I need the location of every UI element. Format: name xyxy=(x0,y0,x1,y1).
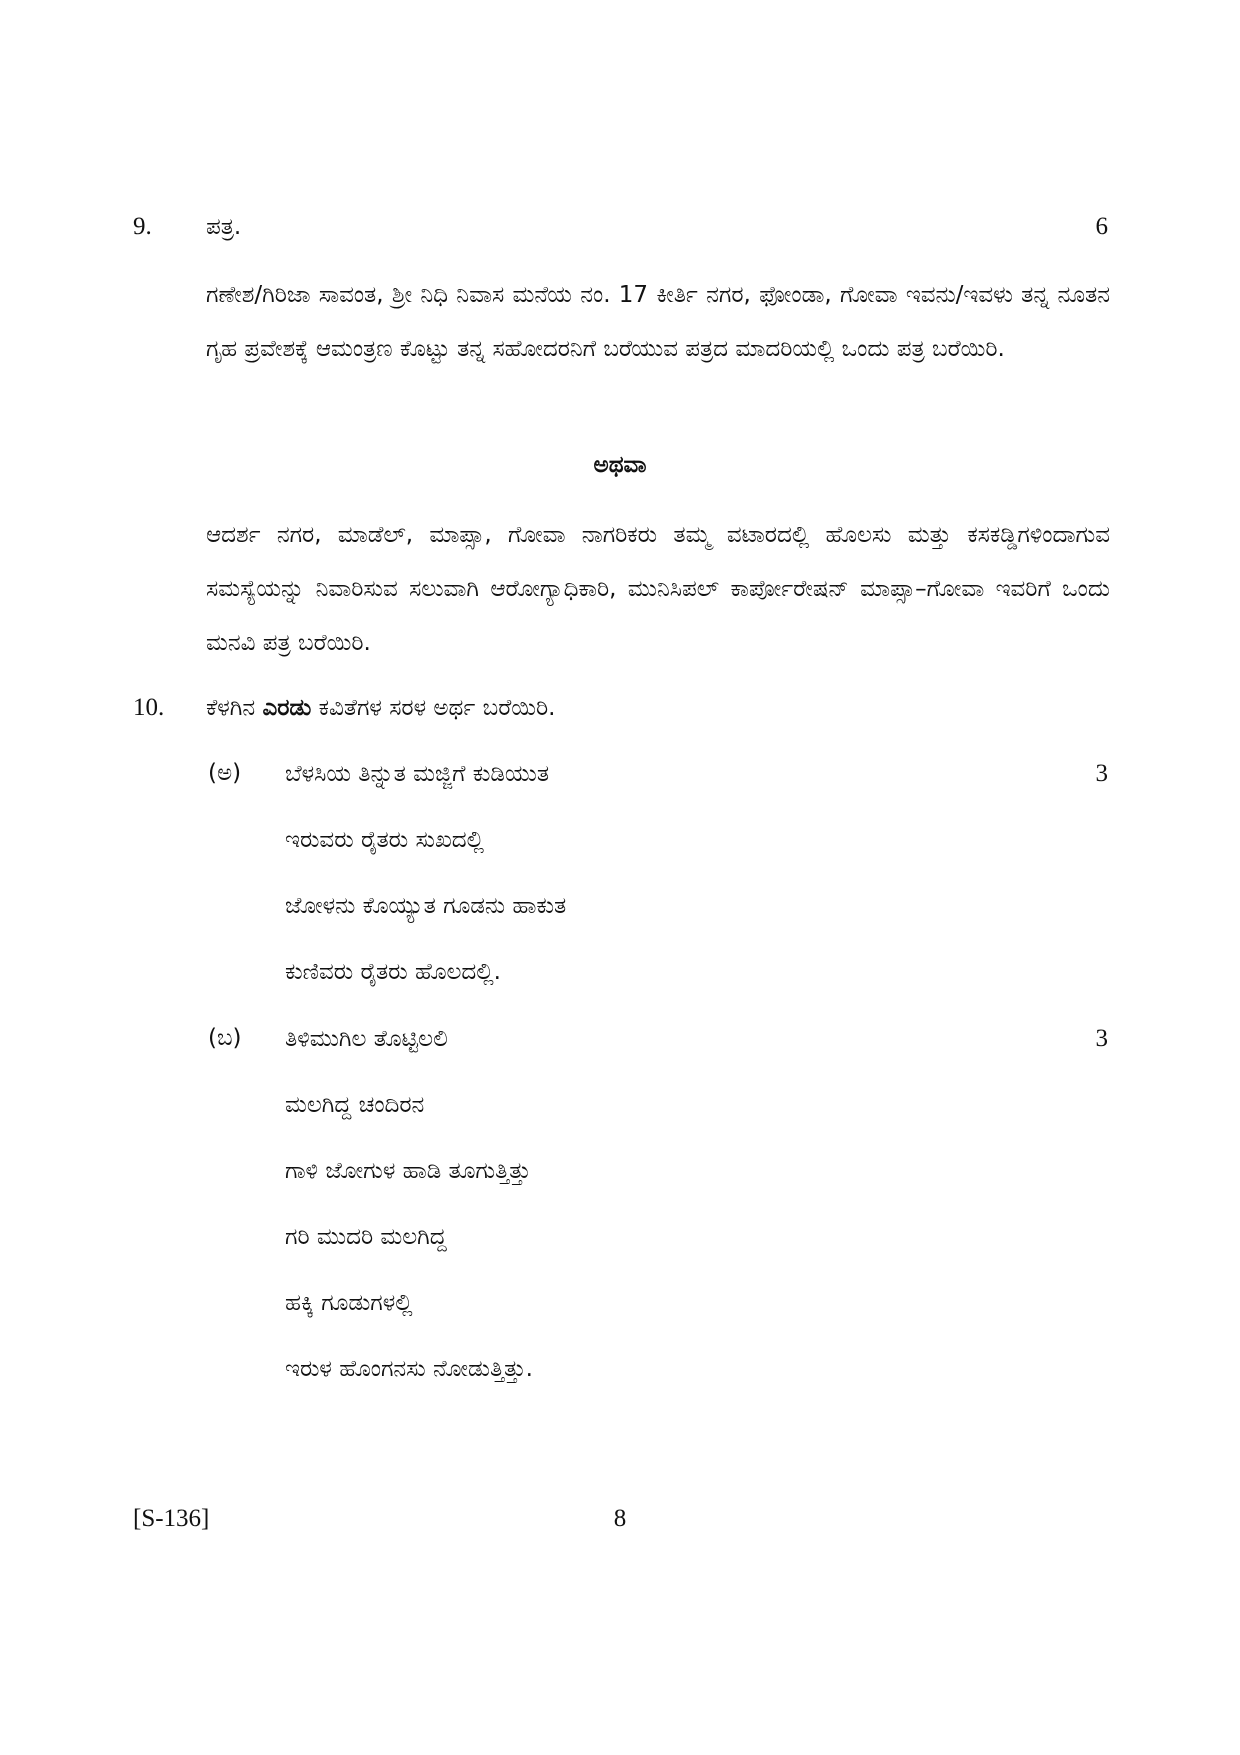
question-number-10: 10. xyxy=(133,694,165,721)
question-9-marks: 6 xyxy=(1095,213,1108,240)
question-number-9: 9. xyxy=(133,213,152,240)
poem-a-line: ಜೋಳನು ಕೊಯ್ಯುತ ಗೂಡನು ಹಾಕುತ xyxy=(285,893,567,919)
poem-b-line: ಮಲಗಿದ್ದ ಚಂದಿರನ xyxy=(285,1092,425,1118)
poem-a-marks: 3 xyxy=(1095,760,1108,787)
poem-b-marks: 3 xyxy=(1095,1025,1108,1052)
poem-a-line: ಕುಣಿವರು ರೈತರು ಹೊಲದಲ್ಲಿ. xyxy=(285,959,501,985)
question-9-paragraph-1: ಗಣೇಶ/ಗಿರಿಜಾ ಸಾವಂತ, ಶ್ರೀ ನಿಧಿ ನಿವಾಸ ಮನೆಯ ನಂ. 17 ಕೀರ್ತಿ ನಗರ, ಫೋಂಡಾ, ಗೋವಾ ಇವನು/ಇವಳು ತನ್ನ ನೂತನ ಗೃಹ ಪ್ರವೇಶಕ್ಕೆ ಆಮಂತ್ರಣ ಕೊಟ್ಟು ತನ್ನ ಸಹೋದರನಿಗೆ ಬರೆಯುವ ಪತ್ರದ ಮಾದರಿಯಲ್ಲಿ ಒಂದು ಪತ್ರ ಬರೆಯಿರಿ. xyxy=(206,282,1110,362)
poem-b-line: ತಿಳಿಮುಗಿಲ ತೊಟ್ಟಿಲಲಿ xyxy=(285,1026,448,1052)
page-number: 8 xyxy=(613,1505,627,1532)
poem-a-line: ಬೆಳಸಿಯ ತಿನ್ನುತ ಮಜ್ಜಿಗೆ ಕುಡಿಯುತ xyxy=(285,761,550,787)
paper-code: [S-136] xyxy=(133,1505,210,1532)
instruction-text-pre: ಕೆಳಗಿನ xyxy=(206,695,263,721)
poem-b-label: (ಬ) xyxy=(208,1025,242,1051)
poem-a-label: (ಅ) xyxy=(208,760,242,786)
instruction-text-bold: ಎರಡು xyxy=(262,695,312,721)
instruction-text-post: ಕವಿತೆಗಳ ಸರಳ ಅರ್ಥ ಬರೆಯಿರಿ. xyxy=(311,695,556,721)
poem-b-line: ಗಾಳಿ ಜೋಗುಳ ಹಾಡಿ ತೂಗುತ್ತಿತ್ತು xyxy=(285,1158,531,1184)
question-10-instruction xyxy=(206,695,555,721)
or-separator: ಅಥವಾ xyxy=(593,452,647,478)
poem-b-line: ಹಕ್ಕಿ ಗೂಡುಗಳಲ್ಲಿ xyxy=(285,1290,413,1316)
question-9-paragraph-2: ಆದರ್ಶ ನಗರ, ಮಾಡೆಲ್, ಮಾಪ್ಸಾ, ಗೋವಾ ನಾಗರಿಕರು ತಮ್ಮ ವಟಾರದಲ್ಲಿ ಹೊಲಸು ಮತ್ತು ಕಸಕಡ್ಡಿಗಳಿಂದಾಗುವ ಸಮಸ್ಯೆಯನ್ನು ನಿವಾರಿಸುವ ಸಲುವಾಗಿ ಆರೋಗ್ಯಾಧಿಕಾರಿ, ಮುನಿಸಿಪಲ್ ಕಾರ್ಪೋರೇಷನ್ ಮಾಪ್ಸಾ–ಗೋವಾ ಇವರಿಗೆ ಒಂದು ಮನವಿ ಪತ್ರ ಬರೆಯಿರಿ. xyxy=(206,522,1110,656)
poem-b-line: ಇರುಳ ಹೊಂಗನಸು ನೋಡುತ್ತಿತ್ತು. xyxy=(285,1356,533,1382)
question-9-title: ಪತ್ರ. xyxy=(206,214,242,240)
poem-a-line: ಇರುವರು ರೈತರು ಸುಖದಲ್ಲಿ xyxy=(285,827,484,853)
poem-b-line: ಗರಿ ಮುದರಿ ಮಲಗಿದ್ದ xyxy=(285,1224,447,1250)
